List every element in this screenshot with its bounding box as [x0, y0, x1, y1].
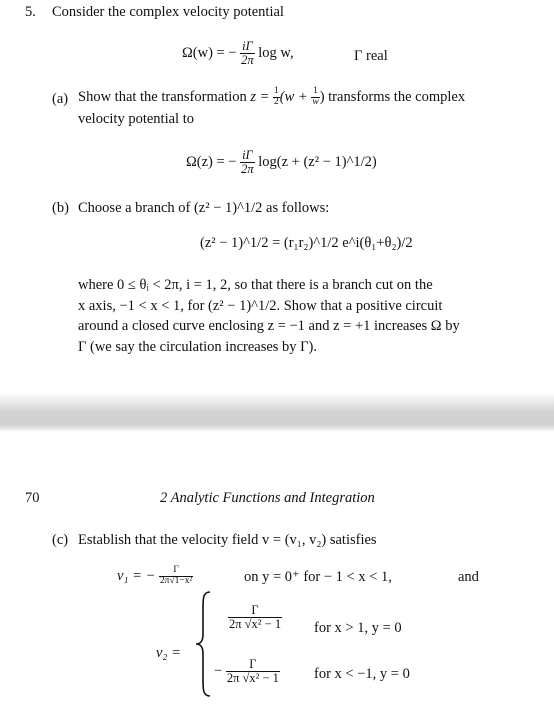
- half-fraction: [273, 87, 280, 108]
- eq2-lhs: Ω(z) = −: [186, 153, 237, 170]
- case1-condition: for x > 1, y = 0: [314, 620, 402, 636]
- inverse-w-fraction: [311, 87, 319, 108]
- v1-fraction: [159, 566, 193, 587]
- eq1-fraction: [240, 40, 255, 67]
- half-num: 1: [274, 86, 279, 96]
- part-b-p4: Γ (we say the circulation increases by Γ).: [78, 338, 318, 355]
- case1-frac: [228, 604, 282, 631]
- v1-num: Γ: [173, 565, 179, 575]
- v2-lhs: v₂ =: [156, 645, 181, 661]
- eq2-fraction: [240, 149, 255, 176]
- case1-num: Γ: [251, 603, 259, 617]
- eq1-den: 2π: [241, 53, 254, 68]
- case2-condition: for x < −1, y = 0: [314, 666, 410, 682]
- inv-den: w: [312, 96, 319, 107]
- case1-fraction: [228, 604, 282, 631]
- v1-lhs: v₁ = −: [117, 567, 156, 584]
- part-a-text-post: transforms the complex: [328, 88, 466, 105]
- part-b-p3: around a closed curve enclosing z = −1 and z = +1 increases Ω by: [78, 318, 460, 334]
- part-a-line2: velocity potential to: [78, 111, 194, 127]
- case2-num: Γ: [249, 657, 257, 671]
- case1-den: 2π √x² − 1: [229, 617, 282, 632]
- transform-lhs: z =: [250, 88, 270, 105]
- problem-intro: Consider the complex velocity potential: [52, 4, 284, 20]
- equation-omega-w: [182, 40, 294, 67]
- part-b-p2: x axis, −1 < x < 1, for (z² − 1)^1/2. Show that a positive circuit: [78, 297, 443, 314]
- half-den: 2: [274, 96, 279, 107]
- and-word: and: [458, 569, 479, 585]
- eq1-num: iΓ: [242, 39, 253, 53]
- part-a-label: (a): [52, 91, 69, 107]
- problem-number: 5.: [25, 4, 36, 20]
- page-divider: [0, 392, 554, 432]
- eq1-note: Γ real: [354, 48, 388, 64]
- paren-open: (w +: [279, 88, 308, 105]
- inv-num: 1: [313, 86, 318, 96]
- part-a-text-pre: Show that the transformation: [78, 88, 247, 105]
- equation-omega-z: [186, 149, 377, 176]
- part-a-line1: [78, 87, 465, 108]
- part-b-p1: where 0 ≤ θᵢ < 2π, i = 1, 2, so that there is a branch cut on the: [78, 277, 433, 293]
- eq2-num: iΓ: [242, 148, 253, 162]
- v1-den: 2π√1−x²: [159, 575, 193, 586]
- case2-fraction: [214, 658, 280, 685]
- part-b-paragraph: [78, 275, 523, 357]
- v1-equation: [117, 566, 193, 587]
- paren-close: ): [319, 88, 325, 105]
- eq2-den: 2π: [241, 162, 254, 177]
- part-c-label: (c): [52, 532, 69, 548]
- part-c-line1: Establish that the velocity field v = (v₁, v₂) satisfies: [78, 532, 377, 548]
- case2-den: 2π √x² − 1: [226, 671, 279, 686]
- part-b-line1: Choose a branch of (z² − 1)^1/2 as follows:: [78, 200, 330, 216]
- page-number: 70: [25, 490, 40, 506]
- eq2-rhs: log(z + (z² − 1)^1/2): [258, 153, 377, 170]
- v1-condition: on y = 0⁺ for − 1 < x < 1,: [244, 569, 392, 585]
- case2-frac: [226, 658, 280, 685]
- branch-equation: (z² − 1)^1/2 = (r₁r₂)^1/2 e^i(θ₁+θ₂)/2: [200, 235, 413, 251]
- part-b-label: (b): [52, 200, 69, 216]
- eq1-rhs: log w,: [258, 44, 294, 61]
- eq1-lhs: Ω(w) = −: [182, 44, 237, 61]
- left-brace: [194, 590, 212, 698]
- running-head: 2 Analytic Functions and Integration: [160, 490, 375, 506]
- case2-sign: −: [214, 662, 223, 679]
